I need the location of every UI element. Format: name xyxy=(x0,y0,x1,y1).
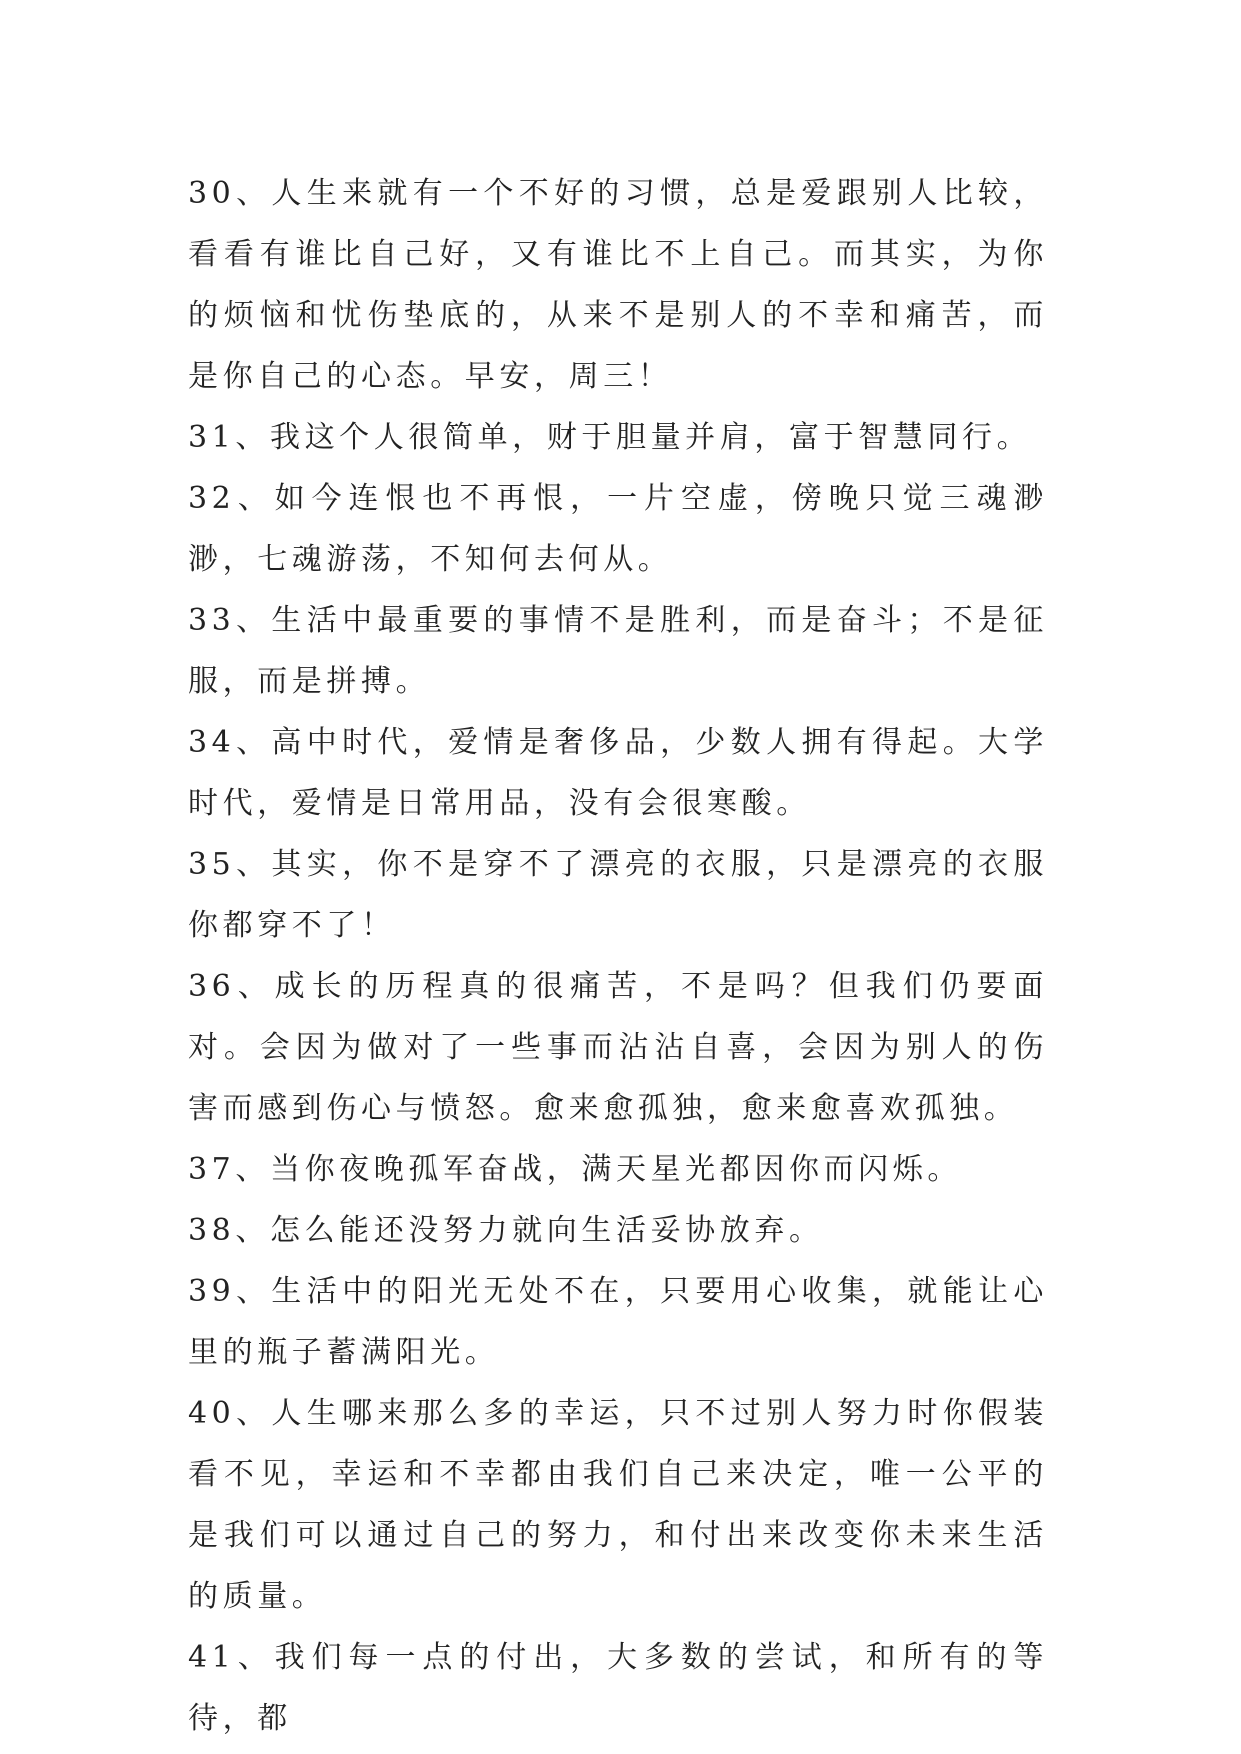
quote-entry-35: 35、其实，你不是穿不了漂亮的衣服，只是漂亮的衣服你都穿不了！ xyxy=(188,847,1048,943)
quote-entry-33: 33、生活中最重要的事情不是胜利，而是奋斗；不是征服，而是拼搏。 xyxy=(188,603,1048,699)
quote-entry-31: 31、我这个人很简单，财于胆量并肩，富于智慧同行。 xyxy=(188,420,1032,455)
quote-entry-38: 38、怎么能还没努力就向生活妥协放弃。 xyxy=(188,1213,824,1248)
quote-entry-41: 41、我们每一点的付出，大多数的尝试，和所有的等待，都 xyxy=(188,1640,1048,1736)
quote-entry-37: 37、当你夜晚孤军奋战，满天星光都因你而闪烁。 xyxy=(188,1152,962,1187)
quote-entry-32: 32、如今连恨也不再恨，一片空虚，傍晚只觉三魂渺渺，七魂游荡，不知何去何从。 xyxy=(188,481,1048,577)
quote-entry-34: 34、高中时代，爱情是奢侈品，少数人拥有得起。大学时代，爱情是日常用品，没有会很寒酸。 xyxy=(188,725,1048,821)
quote-entry-36: 36、成长的历程真的很痛苦，不是吗？但我们仍要面对。会因为做对了一些事而沾沾自喜，会因为别人的伤害而感到伤心与愤怒。愈来愈孤独，愈来愈喜欢孤独。 xyxy=(188,969,1048,1126)
quote-entry-39: 39、生活中的阳光无处不在，只要用心收集，就能让心里的瓶子蓄满阳光。 xyxy=(188,1274,1048,1370)
document-page xyxy=(188,163,1048,1749)
quote-entry-40: 40、人生哪来那么多的幸运，只不过别人努力时你假装看不见，幸运和不幸都由我们自己来决定，唯一公平的是我们可以通过自己的努力，和付出来改变你未来生活的质量。 xyxy=(188,1396,1048,1614)
quote-entry-30: 30、人生来就有一个不好的习惯，总是爱跟别人比较，看看有谁比自己好，又有谁比不上自己。而其实，为你的烦恼和忧伤垫底的，从来不是别人的不幸和痛苦，而是你自己的心态。早安，周三！ xyxy=(188,176,1048,394)
